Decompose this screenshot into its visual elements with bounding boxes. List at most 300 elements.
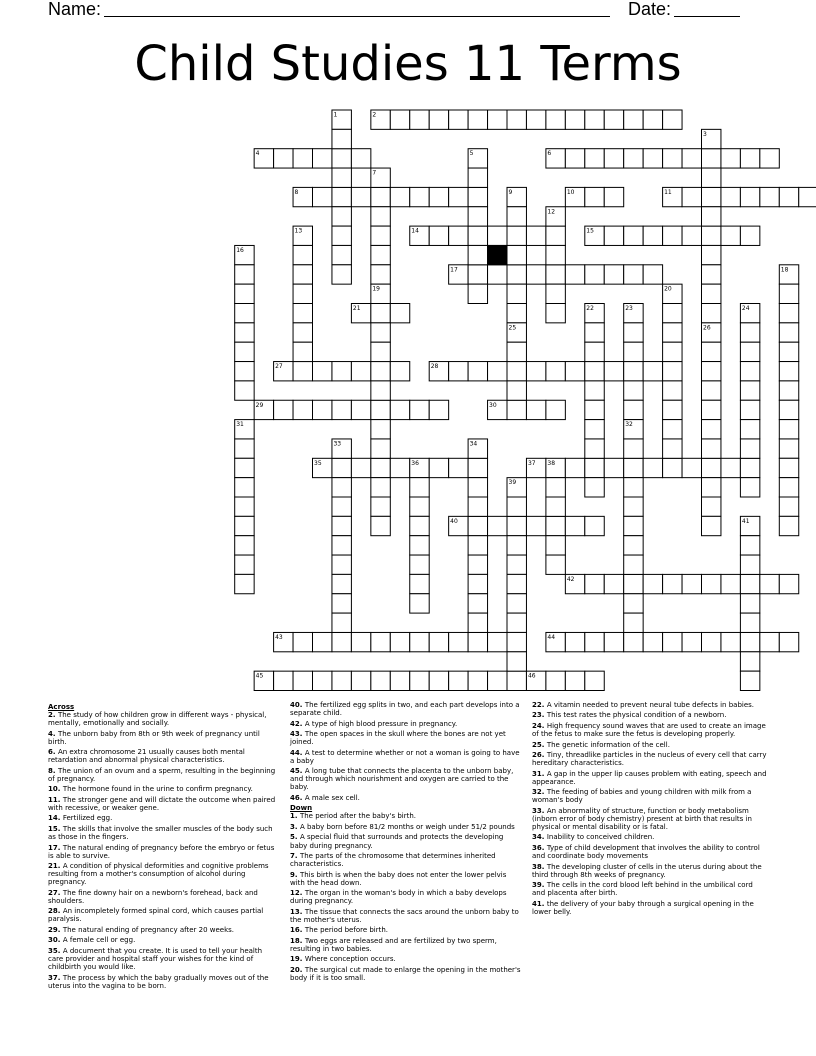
grid-cell[interactable] <box>313 149 332 168</box>
grid-cell[interactable] <box>410 516 429 535</box>
grid-cell[interactable] <box>740 671 759 690</box>
grid-cell[interactable] <box>313 400 332 419</box>
grid-cell[interactable] <box>468 207 487 226</box>
grid-cell[interactable] <box>274 149 293 168</box>
grid-cell[interactable] <box>702 516 721 535</box>
grid-cell[interactable] <box>235 323 254 342</box>
grid-cell[interactable] <box>779 304 798 323</box>
grid-cell[interactable] <box>390 110 409 129</box>
grid-cell[interactable] <box>565 362 584 381</box>
grid-cell[interactable] <box>624 149 643 168</box>
grid-cell[interactable] <box>604 110 623 129</box>
grid-cell[interactable] <box>585 381 604 400</box>
grid-cell[interactable] <box>702 478 721 497</box>
grid-cell[interactable] <box>468 632 487 651</box>
grid-cell[interactable] <box>565 149 584 168</box>
grid-cell[interactable] <box>371 381 390 400</box>
grid-cell[interactable] <box>332 207 351 226</box>
grid-cell[interactable] <box>643 226 662 245</box>
grid-cell[interactable] <box>468 245 487 264</box>
grid-cell[interactable] <box>449 187 468 206</box>
grid-cell[interactable] <box>351 632 370 651</box>
grid-cell[interactable] <box>546 110 565 129</box>
grid-cell[interactable] <box>585 149 604 168</box>
grid-cell[interactable] <box>371 439 390 458</box>
grid-cell[interactable] <box>604 574 623 593</box>
grid-cell[interactable] <box>702 284 721 303</box>
grid-cell[interactable] <box>371 400 390 419</box>
grid-cell[interactable] <box>410 594 429 613</box>
grid-cell[interactable] <box>624 265 643 284</box>
grid-cell[interactable] <box>546 555 565 574</box>
grid-cell[interactable] <box>663 458 682 477</box>
grid-cell[interactable] <box>507 207 526 226</box>
grid-cell[interactable] <box>468 362 487 381</box>
grid-cell[interactable] <box>468 497 487 516</box>
grid-cell[interactable] <box>507 516 526 535</box>
grid-cell[interactable] <box>779 342 798 361</box>
grid-cell[interactable] <box>410 497 429 516</box>
grid-cell[interactable] <box>449 458 468 477</box>
grid-cell[interactable] <box>293 323 312 342</box>
grid-cell[interactable] <box>624 110 643 129</box>
grid-cell[interactable] <box>332 478 351 497</box>
grid-cell[interactable] <box>332 613 351 632</box>
grid-cell[interactable] <box>371 323 390 342</box>
grid-cell[interactable] <box>779 323 798 342</box>
grid-cell[interactable] <box>740 420 759 439</box>
grid-cell[interactable] <box>293 400 312 419</box>
grid-cell[interactable] <box>235 536 254 555</box>
grid-cell[interactable] <box>332 536 351 555</box>
grid-cell[interactable] <box>546 400 565 419</box>
grid-cell[interactable] <box>526 265 545 284</box>
grid-cell[interactable] <box>546 245 565 264</box>
grid-cell[interactable] <box>624 632 643 651</box>
grid-cell[interactable] <box>702 574 721 593</box>
grid-cell[interactable] <box>546 497 565 516</box>
grid-cell[interactable] <box>235 284 254 303</box>
grid-cell[interactable] <box>410 555 429 574</box>
grid-cell[interactable] <box>507 362 526 381</box>
grid-cell[interactable] <box>351 362 370 381</box>
grid-cell[interactable] <box>546 284 565 303</box>
grid-cell[interactable] <box>721 187 740 206</box>
grid-cell[interactable] <box>721 149 740 168</box>
grid-cell[interactable] <box>507 226 526 245</box>
grid-cell[interactable] <box>760 149 779 168</box>
grid-cell[interactable] <box>702 342 721 361</box>
grid-cell[interactable] <box>468 594 487 613</box>
grid-cell[interactable] <box>371 304 390 323</box>
grid-cell[interactable] <box>332 574 351 593</box>
grid-cell[interactable] <box>371 342 390 361</box>
grid-cell[interactable] <box>643 632 662 651</box>
grid-cell[interactable] <box>429 226 448 245</box>
grid-cell[interactable] <box>702 304 721 323</box>
grid-cell[interactable] <box>585 671 604 690</box>
grid-cell[interactable] <box>390 187 409 206</box>
grid-cell[interactable] <box>624 439 643 458</box>
grid-cell[interactable] <box>332 168 351 187</box>
grid-cell[interactable] <box>468 187 487 206</box>
grid-cell[interactable] <box>449 632 468 651</box>
grid-cell[interactable] <box>624 323 643 342</box>
grid-cell[interactable] <box>507 497 526 516</box>
grid-cell[interactable] <box>390 632 409 651</box>
grid-cell[interactable] <box>624 497 643 516</box>
grid-cell[interactable] <box>293 671 312 690</box>
grid-cell[interactable] <box>507 555 526 574</box>
grid-cell[interactable] <box>332 187 351 206</box>
grid-cell[interactable] <box>565 458 584 477</box>
grid-cell[interactable] <box>585 265 604 284</box>
grid-cell[interactable] <box>449 226 468 245</box>
grid-cell[interactable] <box>663 304 682 323</box>
grid-cell[interactable] <box>624 400 643 419</box>
grid-cell[interactable] <box>779 574 798 593</box>
grid-cell[interactable] <box>468 265 487 284</box>
grid-cell[interactable] <box>585 439 604 458</box>
grid-cell[interactable] <box>585 362 604 381</box>
grid-cell[interactable] <box>488 110 507 129</box>
grid-cell[interactable] <box>702 632 721 651</box>
grid-cell[interactable] <box>410 187 429 206</box>
grid-cell[interactable] <box>643 265 662 284</box>
grid-cell[interactable] <box>546 478 565 497</box>
grid-cell[interactable] <box>779 632 798 651</box>
grid-cell[interactable] <box>585 323 604 342</box>
grid-cell[interactable] <box>293 245 312 264</box>
grid-cell[interactable] <box>410 574 429 593</box>
grid-cell[interactable] <box>468 110 487 129</box>
grid-cell[interactable] <box>235 458 254 477</box>
grid-cell[interactable] <box>371 478 390 497</box>
grid-cell[interactable] <box>682 187 701 206</box>
grid-cell[interactable] <box>332 555 351 574</box>
grid-cell[interactable] <box>390 458 409 477</box>
grid-cell[interactable] <box>332 458 351 477</box>
grid-cell[interactable] <box>702 362 721 381</box>
grid-cell[interactable] <box>507 536 526 555</box>
grid-cell[interactable] <box>468 555 487 574</box>
grid-cell[interactable] <box>702 439 721 458</box>
grid-cell[interactable] <box>760 632 779 651</box>
grid-cell[interactable] <box>235 439 254 458</box>
grid-cell[interactable] <box>313 632 332 651</box>
grid-cell[interactable] <box>604 149 623 168</box>
grid-cell[interactable] <box>371 226 390 245</box>
grid-cell[interactable] <box>740 574 759 593</box>
grid-cell[interactable] <box>779 284 798 303</box>
grid-cell[interactable] <box>293 342 312 361</box>
grid-cell[interactable] <box>663 110 682 129</box>
grid-cell[interactable] <box>526 516 545 535</box>
grid-cell[interactable] <box>390 362 409 381</box>
grid-cell[interactable] <box>507 594 526 613</box>
grid-cell[interactable] <box>488 226 507 245</box>
grid-cell[interactable] <box>624 555 643 574</box>
grid-cell[interactable] <box>410 478 429 497</box>
grid-cell[interactable] <box>663 149 682 168</box>
grid-cell[interactable] <box>663 226 682 245</box>
grid-cell[interactable] <box>293 632 312 651</box>
grid-cell[interactable] <box>604 187 623 206</box>
grid-cell[interactable] <box>546 362 565 381</box>
grid-cell[interactable] <box>604 265 623 284</box>
grid-cell[interactable] <box>585 420 604 439</box>
grid-cell[interactable] <box>779 497 798 516</box>
grid-cell[interactable] <box>235 574 254 593</box>
grid-cell[interactable] <box>585 110 604 129</box>
grid-cell[interactable] <box>371 187 390 206</box>
grid-cell[interactable] <box>235 342 254 361</box>
grid-cell[interactable] <box>235 265 254 284</box>
grid-cell[interactable] <box>585 342 604 361</box>
grid-cell[interactable] <box>585 632 604 651</box>
grid-cell[interactable] <box>449 110 468 129</box>
grid-cell[interactable] <box>507 574 526 593</box>
grid-cell[interactable] <box>468 613 487 632</box>
grid-cell[interactable] <box>682 149 701 168</box>
grid-cell[interactable] <box>468 458 487 477</box>
grid-cell[interactable] <box>332 516 351 535</box>
grid-cell[interactable] <box>410 632 429 651</box>
grid-cell[interactable] <box>565 110 584 129</box>
grid-cell[interactable] <box>779 478 798 497</box>
grid-cell[interactable] <box>624 381 643 400</box>
grid-cell[interactable] <box>740 555 759 574</box>
grid-cell[interactable] <box>702 168 721 187</box>
grid-cell[interactable] <box>546 671 565 690</box>
grid-cell[interactable] <box>799 187 816 206</box>
grid-cell[interactable] <box>468 536 487 555</box>
grid-cell[interactable] <box>429 632 448 651</box>
grid-cell[interactable] <box>740 632 759 651</box>
grid-cell[interactable] <box>507 284 526 303</box>
grid-cell[interactable] <box>663 400 682 419</box>
grid-cell[interactable] <box>293 362 312 381</box>
grid-cell[interactable] <box>351 187 370 206</box>
grid-cell[interactable] <box>507 613 526 632</box>
grid-cell[interactable] <box>351 149 370 168</box>
grid-cell[interactable] <box>488 265 507 284</box>
grid-cell[interactable] <box>293 265 312 284</box>
grid-cell[interactable] <box>507 304 526 323</box>
grid-cell[interactable] <box>740 149 759 168</box>
grid-cell[interactable] <box>449 671 468 690</box>
grid-cell[interactable] <box>332 362 351 381</box>
grid-cell[interactable] <box>313 362 332 381</box>
grid-cell[interactable] <box>604 226 623 245</box>
grid-cell[interactable] <box>663 323 682 342</box>
grid-cell[interactable] <box>507 671 526 690</box>
grid-cell[interactable] <box>585 400 604 419</box>
grid-cell[interactable] <box>740 439 759 458</box>
grid-cell[interactable] <box>624 342 643 361</box>
grid-cell[interactable] <box>235 555 254 574</box>
grid-cell[interactable] <box>702 458 721 477</box>
grid-cell[interactable] <box>740 458 759 477</box>
grid-cell[interactable] <box>507 342 526 361</box>
grid-cell[interactable] <box>585 574 604 593</box>
grid-cell[interactable] <box>449 362 468 381</box>
grid-cell[interactable] <box>643 110 662 129</box>
grid-cell[interactable] <box>585 187 604 206</box>
grid-cell[interactable] <box>585 516 604 535</box>
grid-cell[interactable] <box>740 187 759 206</box>
grid-cell[interactable] <box>702 149 721 168</box>
grid-cell[interactable] <box>313 187 332 206</box>
grid-cell[interactable] <box>721 226 740 245</box>
grid-cell[interactable] <box>663 632 682 651</box>
grid-cell[interactable] <box>740 613 759 632</box>
grid-cell[interactable] <box>371 458 390 477</box>
grid-cell[interactable] <box>643 574 662 593</box>
grid-cell[interactable] <box>332 226 351 245</box>
grid-cell[interactable] <box>663 381 682 400</box>
grid-cell[interactable] <box>274 671 293 690</box>
grid-cell[interactable] <box>565 265 584 284</box>
grid-cell[interactable] <box>604 632 623 651</box>
grid-cell[interactable] <box>643 362 662 381</box>
grid-cell[interactable] <box>371 245 390 264</box>
grid-cell[interactable] <box>663 420 682 439</box>
grid-cell[interactable] <box>779 420 798 439</box>
grid-cell[interactable] <box>760 574 779 593</box>
grid-cell[interactable] <box>507 245 526 264</box>
grid-cell[interactable] <box>663 342 682 361</box>
grid-cell[interactable] <box>682 574 701 593</box>
grid-cell[interactable] <box>624 574 643 593</box>
grid-cell[interactable] <box>235 362 254 381</box>
grid-cell[interactable] <box>624 613 643 632</box>
grid-cell[interactable] <box>585 458 604 477</box>
grid-cell[interactable] <box>663 362 682 381</box>
grid-cell[interactable] <box>332 129 351 148</box>
grid-cell[interactable] <box>371 420 390 439</box>
grid-cell[interactable] <box>740 594 759 613</box>
grid-cell[interactable] <box>488 362 507 381</box>
grid-cell[interactable] <box>760 187 779 206</box>
grid-cell[interactable] <box>546 536 565 555</box>
grid-cell[interactable] <box>682 226 701 245</box>
grid-cell[interactable] <box>507 632 526 651</box>
grid-cell[interactable] <box>429 187 448 206</box>
grid-cell[interactable] <box>332 594 351 613</box>
grid-cell[interactable] <box>468 478 487 497</box>
grid-cell[interactable] <box>507 652 526 671</box>
grid-cell[interactable] <box>526 226 545 245</box>
grid-cell[interactable] <box>293 149 312 168</box>
grid-cell[interactable] <box>351 458 370 477</box>
grid-cell[interactable] <box>702 400 721 419</box>
grid-cell[interactable] <box>740 400 759 419</box>
grid-cell[interactable] <box>371 362 390 381</box>
grid-cell[interactable] <box>468 516 487 535</box>
grid-cell[interactable] <box>643 458 662 477</box>
grid-cell[interactable] <box>332 497 351 516</box>
grid-cell[interactable] <box>488 671 507 690</box>
grid-cell[interactable] <box>235 381 254 400</box>
grid-cell[interactable] <box>740 381 759 400</box>
grid-cell[interactable] <box>468 671 487 690</box>
grid-cell[interactable] <box>468 226 487 245</box>
grid-cell[interactable] <box>663 574 682 593</box>
grid-cell[interactable] <box>604 458 623 477</box>
grid-cell[interactable] <box>371 632 390 651</box>
grid-cell[interactable] <box>429 110 448 129</box>
grid-cell[interactable] <box>624 536 643 555</box>
grid-cell[interactable] <box>429 458 448 477</box>
grid-cell[interactable] <box>351 671 370 690</box>
grid-cell[interactable] <box>468 284 487 303</box>
grid-cell[interactable] <box>410 400 429 419</box>
grid-cell[interactable] <box>740 362 759 381</box>
grid-cell[interactable] <box>721 632 740 651</box>
grid-cell[interactable] <box>429 400 448 419</box>
grid-cell[interactable] <box>371 516 390 535</box>
grid-cell[interactable] <box>332 400 351 419</box>
grid-cell[interactable] <box>721 458 740 477</box>
grid-cell[interactable] <box>468 168 487 187</box>
grid-cell[interactable] <box>293 284 312 303</box>
grid-cell[interactable] <box>740 323 759 342</box>
grid-cell[interactable] <box>293 304 312 323</box>
grid-cell[interactable] <box>332 671 351 690</box>
grid-cell[interactable] <box>507 400 526 419</box>
grid-cell[interactable] <box>624 478 643 497</box>
grid-cell[interactable] <box>390 671 409 690</box>
grid-cell[interactable] <box>740 342 759 361</box>
grid-cell[interactable] <box>332 149 351 168</box>
grid-cell[interactable] <box>624 362 643 381</box>
grid-cell[interactable] <box>235 497 254 516</box>
grid-cell[interactable] <box>546 226 565 245</box>
grid-cell[interactable] <box>779 400 798 419</box>
grid-cell[interactable] <box>371 671 390 690</box>
grid-cell[interactable] <box>702 497 721 516</box>
grid-cell[interactable] <box>410 671 429 690</box>
grid-cell[interactable] <box>488 516 507 535</box>
grid-cell[interactable] <box>488 632 507 651</box>
grid-cell[interactable] <box>779 458 798 477</box>
grid-cell[interactable] <box>604 362 623 381</box>
grid-cell[interactable] <box>702 245 721 264</box>
grid-cell[interactable] <box>332 632 351 651</box>
grid-cell[interactable] <box>702 187 721 206</box>
grid-cell[interactable] <box>565 632 584 651</box>
grid-cell[interactable] <box>390 400 409 419</box>
grid-cell[interactable] <box>643 149 662 168</box>
grid-cell[interactable] <box>390 304 409 323</box>
grid-cell[interactable] <box>779 439 798 458</box>
grid-cell[interactable] <box>468 574 487 593</box>
grid-cell[interactable] <box>546 304 565 323</box>
grid-cell[interactable] <box>585 478 604 497</box>
grid-cell[interactable] <box>546 516 565 535</box>
grid-cell[interactable] <box>702 265 721 284</box>
grid-cell[interactable] <box>507 381 526 400</box>
grid-cell[interactable] <box>526 400 545 419</box>
grid-cell[interactable] <box>235 516 254 535</box>
grid-cell[interactable] <box>526 362 545 381</box>
grid-cell[interactable] <box>721 574 740 593</box>
grid-cell[interactable] <box>332 245 351 264</box>
grid-cell[interactable] <box>565 516 584 535</box>
grid-cell[interactable] <box>313 671 332 690</box>
grid-cell[interactable] <box>740 536 759 555</box>
